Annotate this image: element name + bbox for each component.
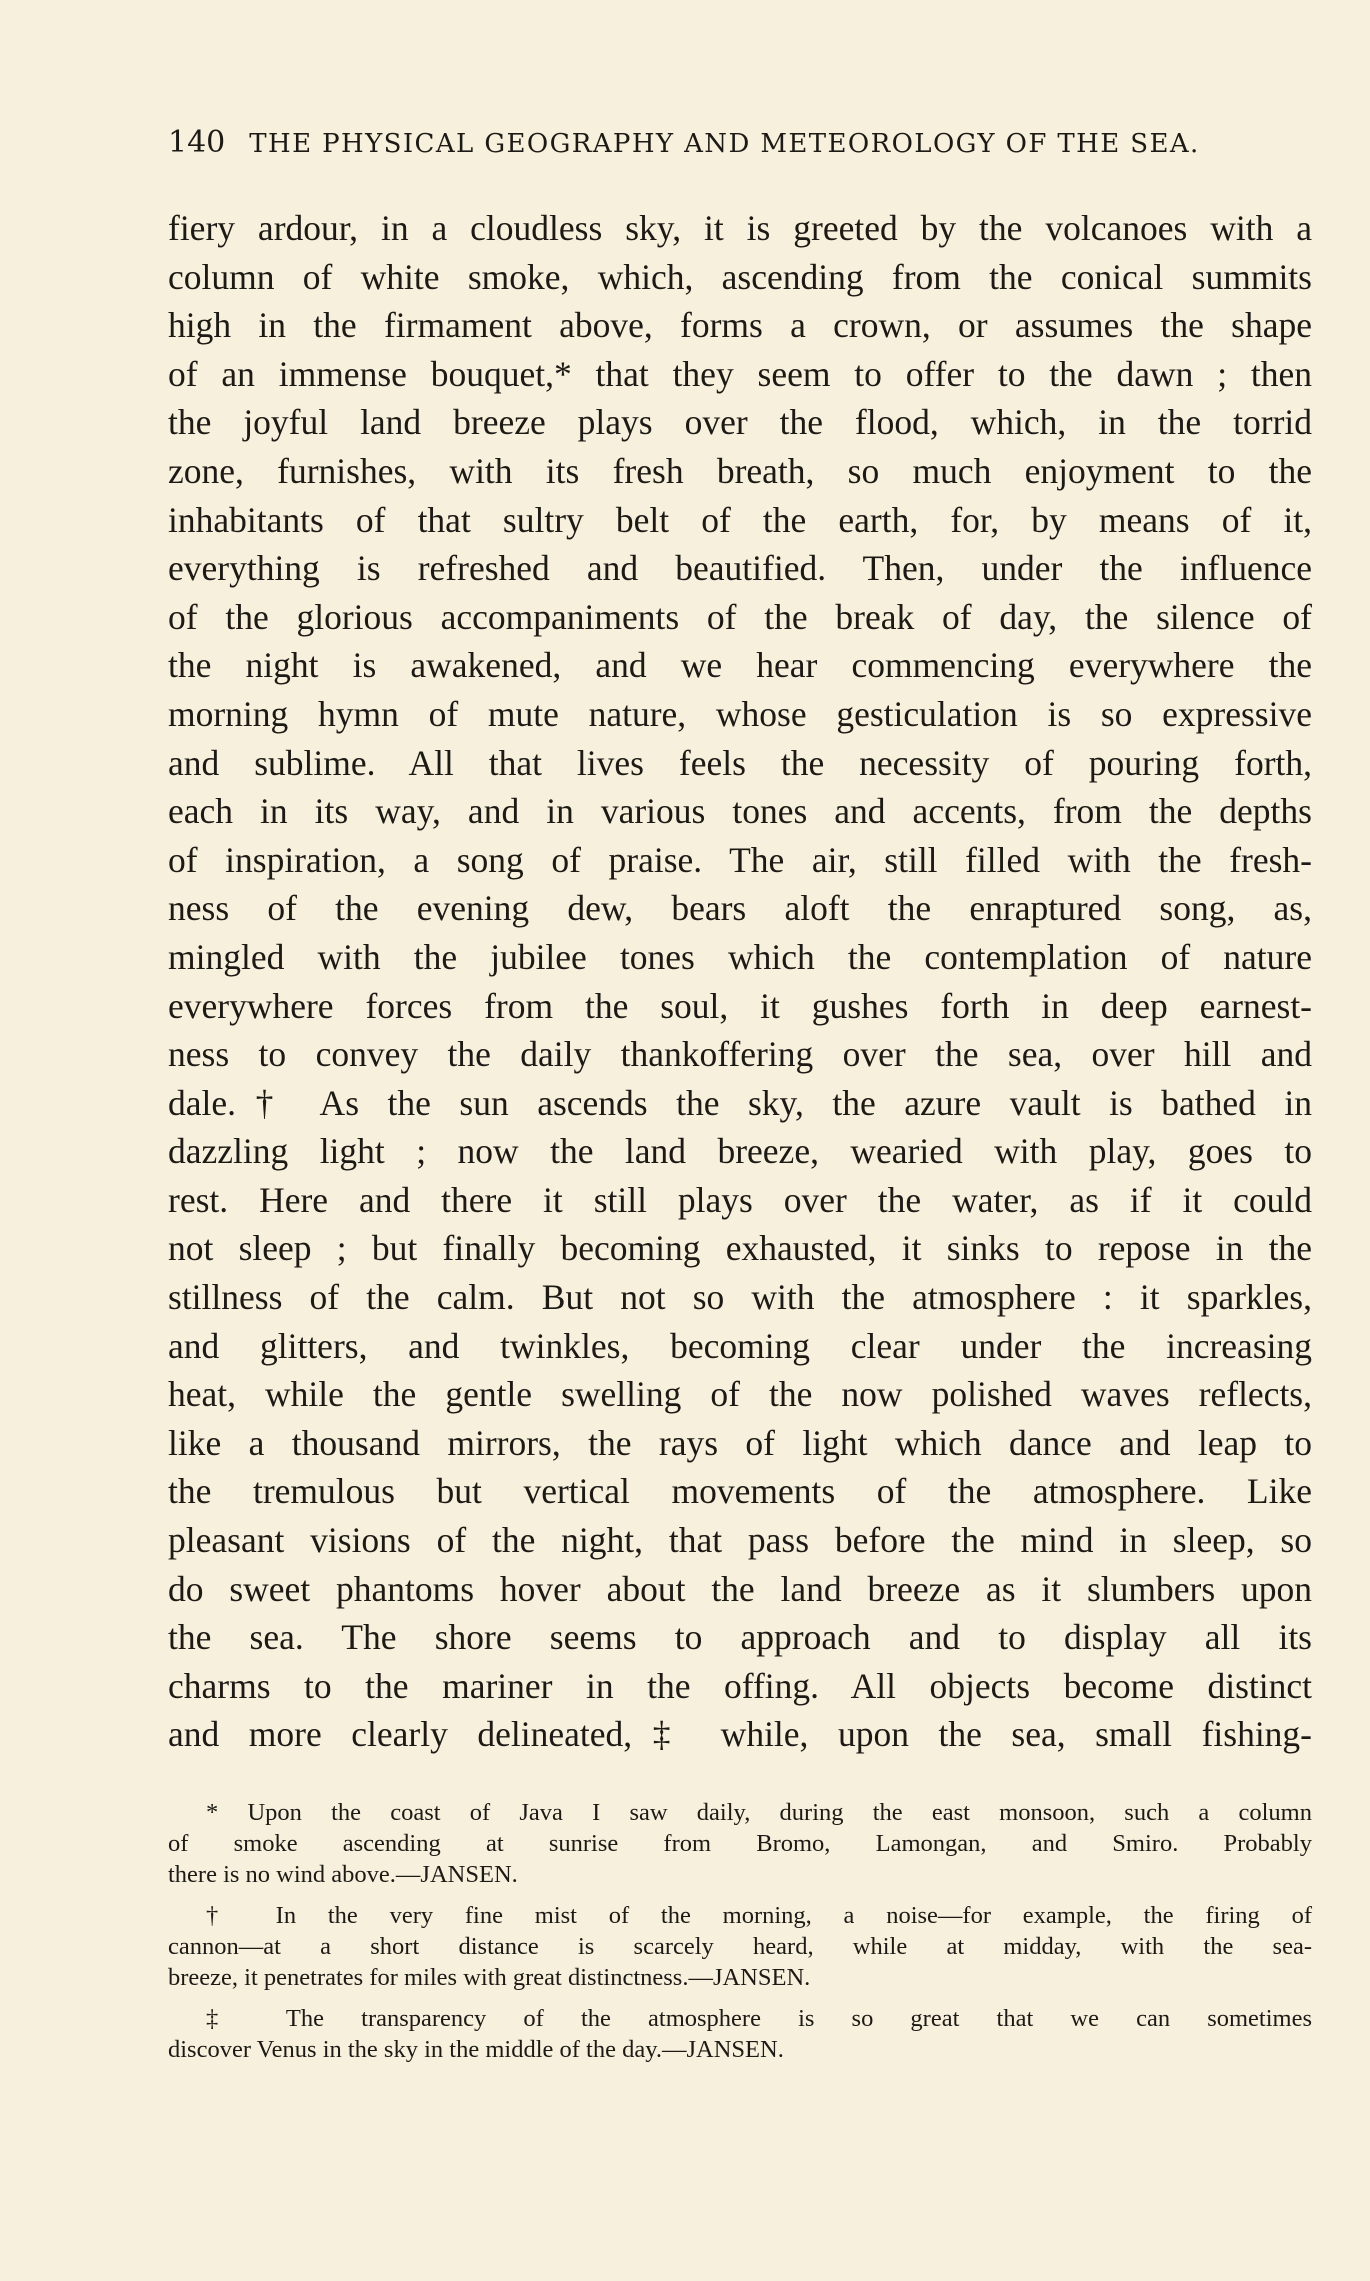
body-line: morning hymn of mute nature, whose gesticulation is so expressive <box>168 693 1312 734</box>
body-line: zone, furnishes, with its fresh breath, so much enjoyment to the <box>168 450 1312 491</box>
footnote-line: there is no wind above.—JANSEN. <box>168 1861 518 1888</box>
footnote-transparency <box>168 2003 1312 2065</box>
footnote-line: cannon—at a short distance is scarcely heard, while at midday, with the sea- <box>168 1933 1312 1960</box>
body-line: ness of the evening dew, bears aloft the enraptured song, as, <box>168 888 1312 929</box>
footnote-line: breeze, it penetrates for miles with great distinctness.—JANSEN. <box>168 1964 811 1991</box>
body-line: and more clearly delineated,‡ while, upon the sea, small fishing- <box>168 1714 1312 1755</box>
body-line: charms to the mariner in the offing. All objects become distinct <box>168 1665 1312 1706</box>
body-line: and glitters, and twinkles, becoming clear under the increasing <box>168 1325 1312 1366</box>
body-line: the night is awakened, and we hear commencing everywhere the <box>168 645 1312 686</box>
body-line: the joyful land breeze plays over the flood, which, in the torrid <box>168 402 1312 443</box>
footnote-line: of smoke ascending at sunrise from Bromo, Lamongan, and Smiro. Probably <box>168 1830 1312 1857</box>
footnotes <box>168 1797 1312 2065</box>
footnote-line: discover Venus in the sky in the middle of the day.—JANSEN. <box>168 2036 784 2063</box>
running-title: THE PHYSICAL GEOGRAPHY AND METEOROLOGY OF THE SEA. <box>249 129 1200 159</box>
body-line: of the glorious accompaniments of the break of day, the silence of <box>168 596 1312 637</box>
body-line: high in the firmament above, forms a crown, or assumes the shape <box>168 305 1312 346</box>
body-line: pleasant visions of the night, that pass before the mind in sleep, so <box>168 1520 1312 1561</box>
body-line: column of white smoke, which, ascending from the conical summits <box>168 256 1312 297</box>
body-line: the sea. The shore seems to approach and to display all its <box>168 1617 1312 1658</box>
book-page <box>168 125 1312 2075</box>
footnote-morning-mist <box>168 1900 1312 1993</box>
body-line: like a thousand mirrors, the rays of light which dance and leap to <box>168 1422 1312 1463</box>
body-line: dale.† As the sun ascends the sky, the azure vault is bathed in <box>168 1082 1312 1123</box>
running-header <box>168 125 1312 160</box>
body-line: rest. Here and there it still plays over the water, as if it could <box>168 1179 1312 1220</box>
body-line: of an immense bouquet,* that they seem to offer to the dawn ; then <box>168 353 1312 394</box>
body-line: everywhere forces from the soul, it gushes forth in deep earnest- <box>168 985 1312 1026</box>
body-line: do sweet phantoms hover about the land breeze as it slumbers upon <box>168 1568 1312 1609</box>
footnote-java-smoke <box>168 1797 1312 1890</box>
body-line: mingled with the jubilee tones which the contemplation of nature <box>168 936 1312 977</box>
body-text <box>168 204 1312 1759</box>
body-line: ness to convey the daily thankoffering over the sea, over hill and <box>168 1034 1312 1075</box>
body-line: each in its way, and in various tones and accents, from the depths <box>168 791 1312 832</box>
body-line: dazzling light ; now the land breeze, wearied with play, goes to <box>168 1131 1312 1172</box>
body-line: stillness of the calm. But not so with the atmosphere : it sparkles, <box>168 1277 1312 1318</box>
footnote-line: * Upon the coast of Java I saw daily, during the east monsoon, such a column <box>206 1799 1312 1826</box>
body-line: not sleep ; but finally becoming exhausted, it sinks to repose in the <box>168 1228 1312 1269</box>
body-line: inhabitants of that sultry belt of the earth, for, by means of it, <box>168 499 1312 540</box>
body-line: of inspiration, a song of praise. The air, still filled with the fresh- <box>168 839 1312 880</box>
body-line: fiery ardour, in a cloudless sky, it is greeted by the volcanoes with a <box>168 208 1312 248</box>
body-line: heat, while the gentle swelling of the now polished waves reflects, <box>168 1374 1312 1415</box>
body-line: the tremulous but vertical movements of the atmosphere. Like <box>168 1471 1312 1512</box>
body-line: everything is refreshed and beautified. Then, under the influence <box>168 548 1312 589</box>
page-number: 140 <box>168 125 226 160</box>
footnote-line: † In the very fine mist of the morning, a noise—for example, the firing of <box>206 1902 1312 1929</box>
body-line: and sublime. All that lives feels the necessity of pouring forth, <box>168 742 1312 783</box>
footnote-line: ‡ The transparency of the atmosphere is so great that we can sometimes <box>206 2005 1312 2032</box>
